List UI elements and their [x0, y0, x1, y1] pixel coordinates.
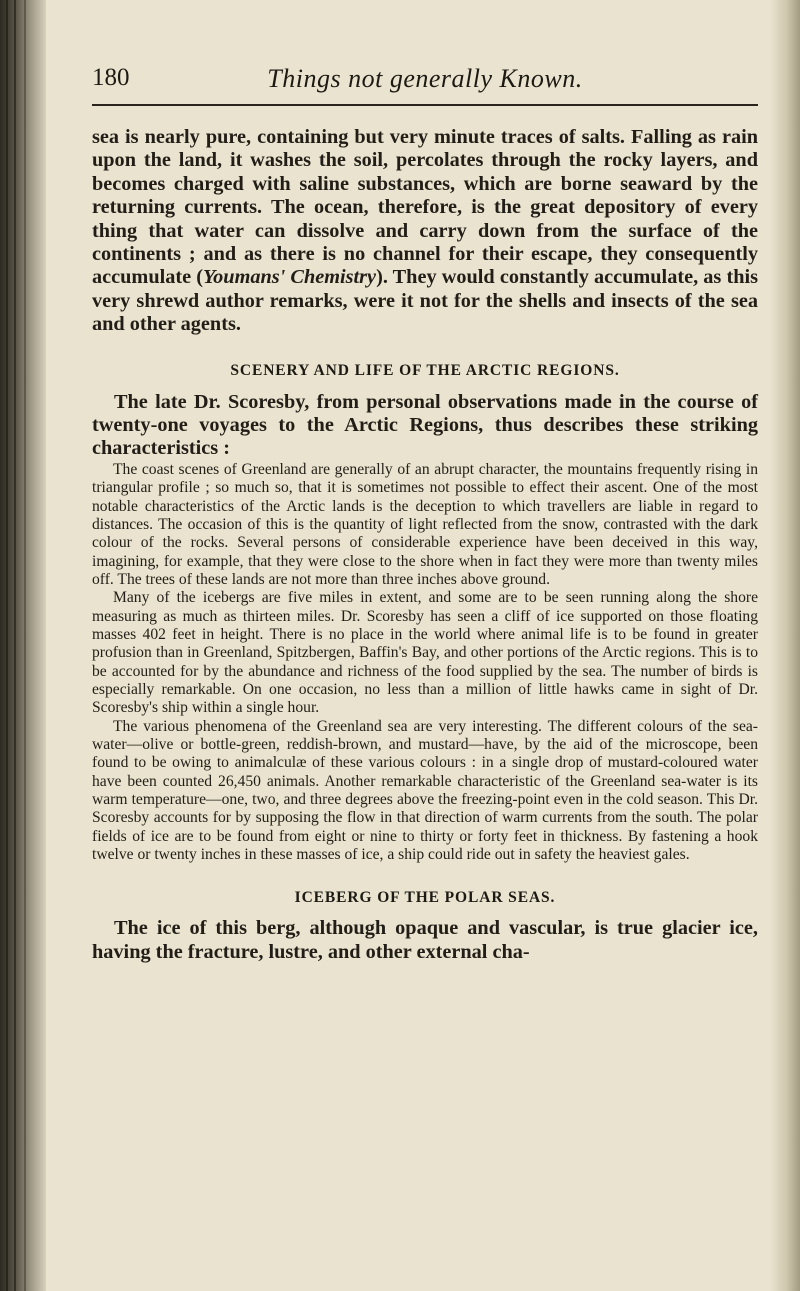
quote-paragraph: Many of the icebergs are five miles in extent, and some are to be seen running along the shore measuring as much as thirteen miles. Dr. Scoresby has seen a cliff of ice supported on those floating masses 402 feet in height. There is no place in the world where animal life is to be found in greater profusion than in Greenland, Spitzbergen, Baffin's Bay, and other portions of the Arctic regions. This is to be accounted for by the abundance and richness of the food supplied by the sea. The number of birds is especially remarkable. On one occasion, no less than a million of little hawks came in sight of Dr. Scoresby's ship within a single hour.: [92, 589, 758, 717]
quote-paragraph: The coast scenes of Greenland are generally of an abrupt character, the mountains frequently rising in triangular profile ; so much so, that it is sometimes not possible to effect their ascent. One of the most notable characteristics of the Arctic lands is the deception to which travellers are liable in regard to distances. The occasion of this is the quantity of light reflected from the snow, contrasted with the dark colour of the rocks. Several persons of considerable experience have been deceived in this way, imagining, for example, that they were close to the shore when in fact they were more than twenty miles off. The trees of these lands are not more than three inches above ground.: [92, 460, 758, 588]
page-edge: [770, 0, 800, 1291]
paragraph-text: ). They would constantly accumulate, as this very shrewd author remarks, were it not for the shells and insects of the sea and other agents.: [92, 266, 758, 336]
gutter-line: [14, 0, 16, 1291]
binding-gutter: [0, 0, 46, 1291]
section-intro: The late Dr. Scoresby, from personal observations made in the course of twenty-one voyages to the Arctic Regions, thus describes these striking characteristics :: [92, 390, 758, 460]
book-page: [92, 62, 758, 964]
citation: Youmans' Chemistry: [203, 266, 377, 289]
section-heading: ICEBERG OF THE POLAR SEAS.: [294, 889, 556, 907]
quote-paragraph: The various phenomena of the Greenland sea are very interesting. The different colours of the sea-water—olive or bottle-green, reddish-brown, and mustard—have, by the aid of the microscope, been found to be owing to animalculæ of these various colours : in a single drop of mustard-coloured water have been counted 26,450 animals. Another remarkable characteristic of the Greenland sea-water is its warm temperature—one, two, and three degrees above the freezing-point even in the cold season. This Dr. Scoresby accounts for by supposing the flow in that direction of warm currents from the south. The polar fields of ice are to be found from eight or nine to thirty or forty feet in thickness. By fastening a hook twelve or twenty inches in these masses of ice, a ship could ride out in safety the heaviest gales.: [92, 717, 758, 864]
page-content: [92, 126, 758, 964]
gutter-line: [24, 0, 26, 1291]
section-heading: SCENERY AND LIFE OF THE ARCTIC REGIONS.: [230, 361, 620, 379]
paragraph-continued: [92, 126, 758, 337]
paragraph-text: sea is nearly pure, containing but very minute traces of salts. Falling as rain upon the land, it washes the soil, percolates through the rocky layers, and becomes charged with saline substances, which are borne seaward by the returning currents. The ocean, therefore, is the great depository of every thing that water can dissolve and carry down from the surface of the continents ; and as there is no channel for their escape, they consequently accumulate (: [92, 126, 758, 289]
running-title: Things not generally Known.: [267, 64, 583, 93]
page-number: 180: [92, 64, 130, 91]
section-intro: The ice of this berg, although opaque and vascular, is true glacier ice, having the fracture, lustre, and other external cha-: [92, 917, 758, 963]
gutter-line: [6, 0, 8, 1291]
page-header: [92, 62, 758, 106]
